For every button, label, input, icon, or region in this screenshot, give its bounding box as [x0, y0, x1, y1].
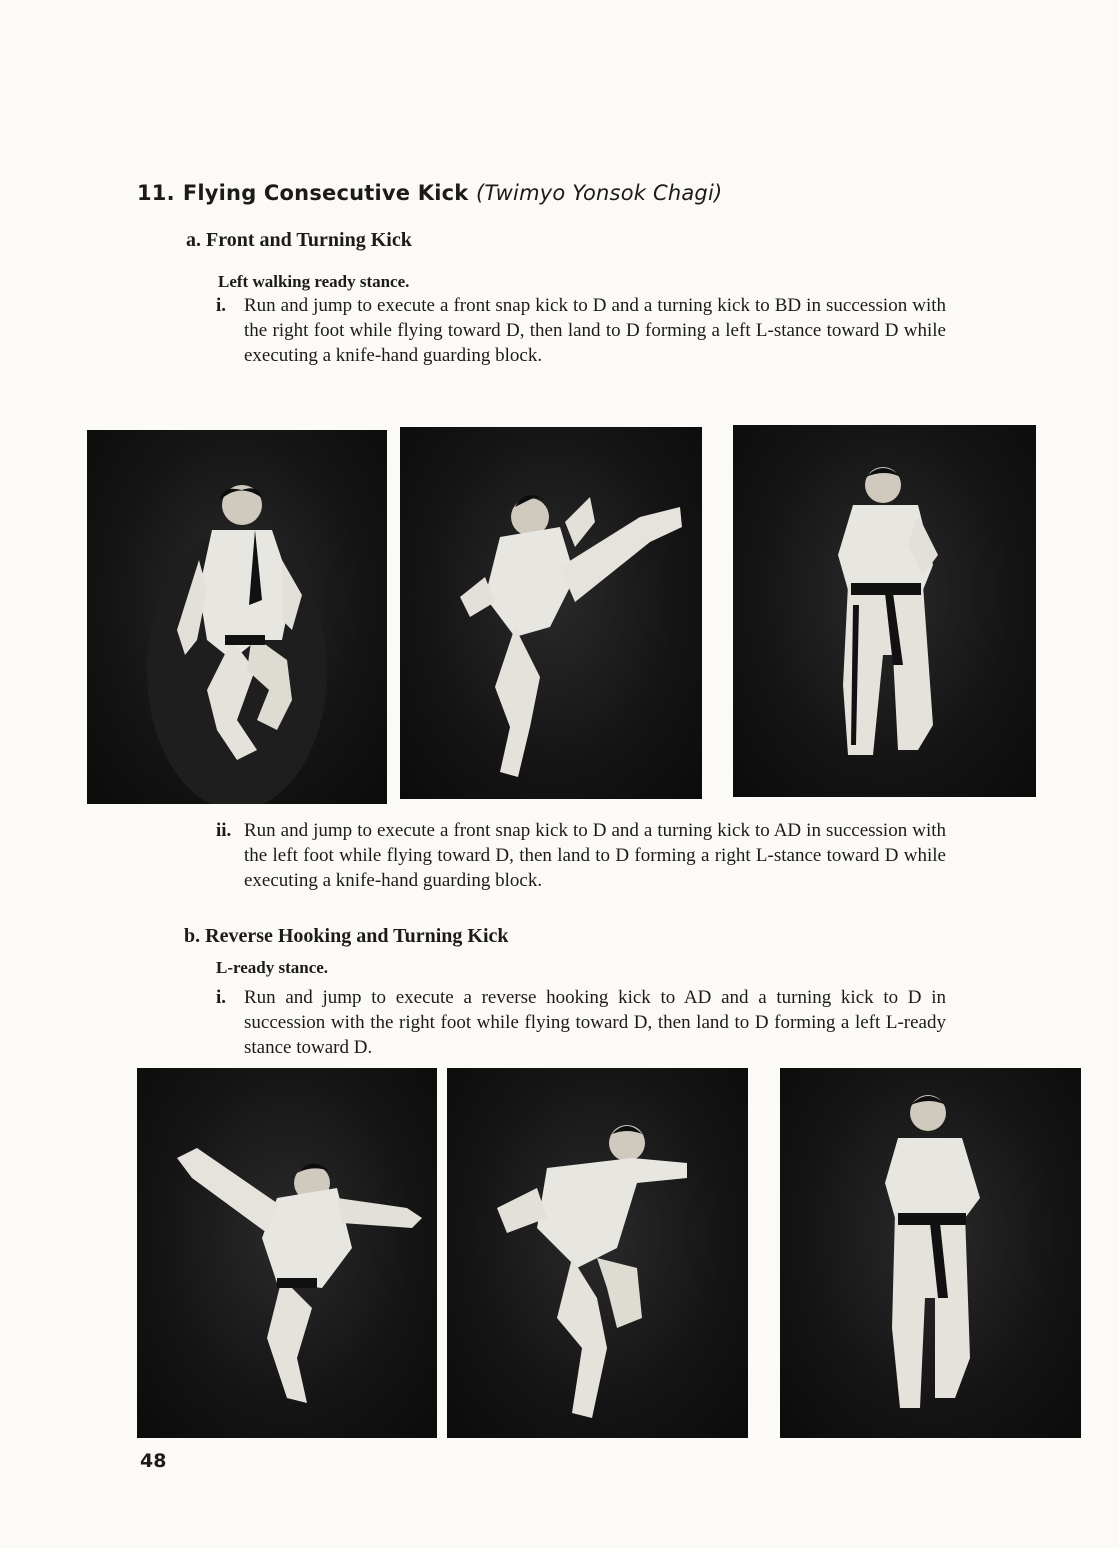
step-text: Run and jump to execute a reverse hooking kick to AD and a turning kick to D in succession with the right foot while flying toward D, then land to D forming a left L-ready stance toward D. — [244, 987, 946, 1058]
subheading-a — [186, 229, 412, 252]
section-heading — [137, 181, 722, 205]
subheading-b-title: Reverse Hooking and Turning Kick — [205, 925, 509, 947]
step-marker: i. — [216, 987, 227, 1008]
stance-a: Left walking ready stance. — [218, 272, 410, 291]
section-number: 11. — [137, 181, 175, 205]
photo-a-1-flying-front-kick — [87, 430, 387, 804]
step-text: Run and jump to execute a front snap kick to D and a turning kick to AD in succession with the left foot while flying toward D, then land to D forming a right L-stance toward D while executing a knife-hand guarding block. — [244, 820, 946, 891]
photo-b-3-l-ready-stance — [780, 1068, 1081, 1438]
step-a-i — [216, 293, 946, 368]
subheading-b-label: b. — [184, 925, 201, 947]
step-marker: ii. — [216, 820, 232, 841]
step-b-i — [216, 985, 946, 1060]
section-korean-title: (Twimyo Yonsok Chagi) — [475, 181, 723, 205]
photo-b-2-flying-turning-kick — [447, 1068, 748, 1438]
subheading-b — [184, 925, 509, 948]
step-a-ii — [216, 818, 946, 893]
photo-a-3-l-stance-guarding-block — [733, 425, 1036, 797]
photo-a-2-flying-turning-kick — [400, 427, 702, 799]
page-number: 48 — [140, 1450, 167, 1472]
section-title: Flying Consecutive Kick — [182, 181, 469, 205]
step-text: Run and jump to execute a front snap kick to D and a turning kick to BD in succession with the right foot while flying toward D, then land to D forming a left L-stance toward D while executing a knife-hand guarding block. — [244, 295, 946, 366]
stance-b: L-ready stance. — [216, 958, 329, 977]
step-marker: i. — [216, 295, 227, 316]
subheading-a-label: a. — [186, 229, 201, 251]
subheading-a-title: Front and Turning Kick — [206, 229, 412, 251]
photo-b-1-flying-reverse-hooking-kick — [137, 1068, 437, 1438]
